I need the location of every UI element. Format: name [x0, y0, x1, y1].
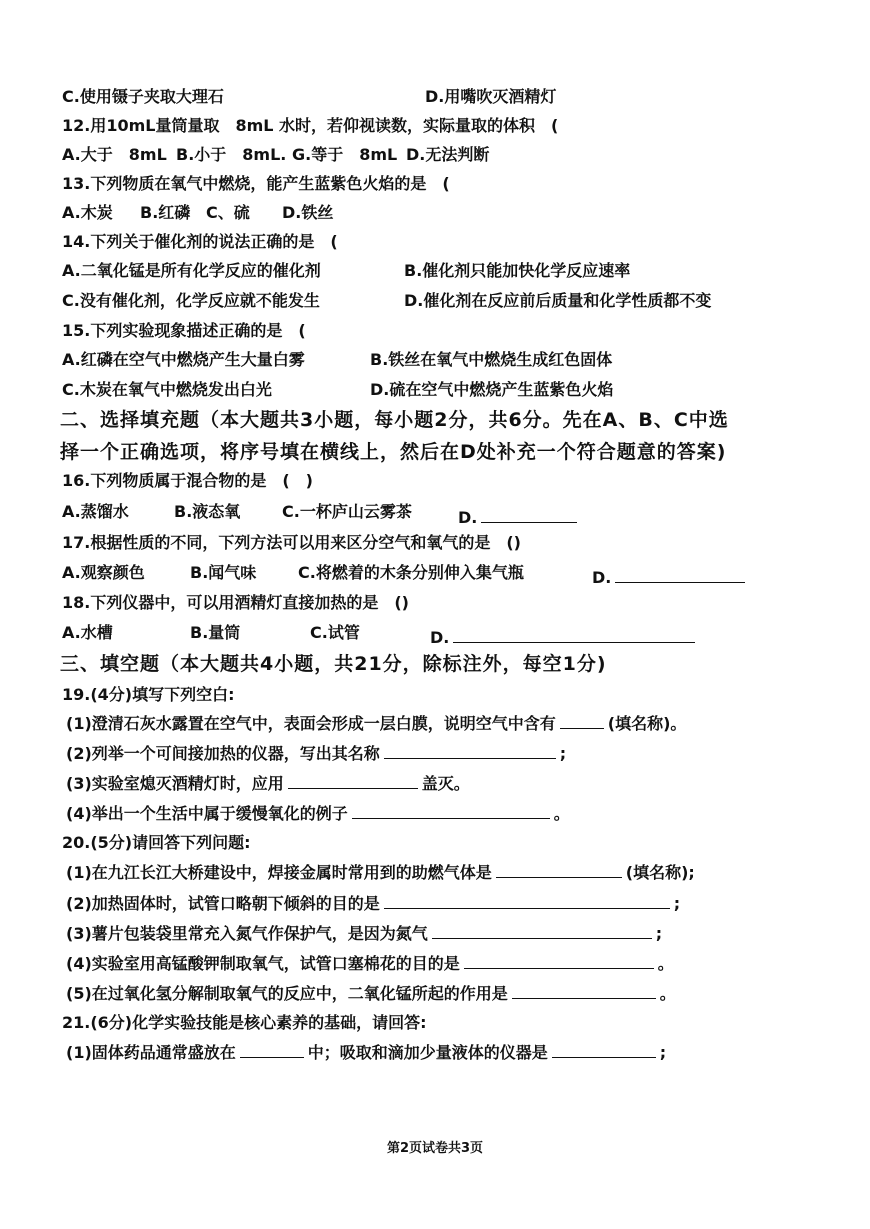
q19-blank-1[interactable]: [560, 712, 604, 729]
q12-option-d: D.无法判断: [406, 145, 490, 164]
q18-option-a: A.水槽: [62, 623, 113, 642]
q15-option-b: B.铁丝在氧气中燃烧生成红色固体: [370, 350, 613, 369]
section2-heading-line2: 择一个正确选项，将序号填在横线上，然后在D处补充一个符合题意的答案): [60, 441, 727, 463]
q11-option-d: D.用嘴吹灭酒精灯: [425, 87, 557, 106]
q19-sub1: (1)澄清石灰水露置在空气中，表面会形成一层白膜，说明空气中含有 (填名称)。: [66, 714, 687, 733]
q15-option-c: C.木炭在氧气中燃烧发出白光: [62, 380, 272, 399]
q16-stem: 16.下列物质属于混合物的是 ( ): [62, 471, 313, 490]
q17-option-c: C.将燃着的木条分别伸入集气瓶: [298, 563, 524, 582]
q19-sub4: (4)举出一个生活中属于缓慢氧化的例子 。: [66, 804, 570, 823]
q12-stem: 12.用10mL量筒量取 8mL 水时，若仰视读数，实际量取的体积 (: [62, 116, 559, 135]
q13-option-d: D.铁丝: [282, 203, 334, 222]
q12-option-b: B.小于 8mL.: [176, 145, 287, 164]
q18-option-b: B.量筒: [190, 623, 241, 642]
q11-option-c: C.使用镊子夹取大理石: [62, 87, 224, 106]
section2-heading-line1: 二、选择填充题（本大题共3小题，每小题2分，共6分。先在A、B、C中选: [60, 409, 729, 431]
q16-option-a: A.蒸馏水: [62, 502, 129, 521]
q20-sub4: (4)实验室用高锰酸钾制取氧气，试管口塞棉花的目的是 。: [66, 954, 674, 973]
q19-sub2: (2)列举一个可间接加热的仪器，写出其名称 ;: [66, 744, 567, 763]
q15-stem: 15.下列实验现象描述正确的是 (: [62, 321, 306, 340]
q12-option-c: G.等于 8mL: [292, 145, 398, 164]
q19-blank-4[interactable]: [352, 802, 550, 819]
q15-option-d: D.硫在空气中燃烧产生蓝紫色火焰: [370, 380, 614, 399]
q13-option-a: A.木炭: [62, 203, 113, 222]
q21-sub1: (1)固体药品通常盛放在 中；吸取和滴加少量液体的仪器是 ;: [66, 1043, 667, 1062]
q21-stem: 21.(6分)化学实验技能是核心素养的基础，请回答:: [62, 1013, 427, 1032]
q15-option-a: A.红磷在空气中燃烧产生大量白雾: [62, 350, 305, 369]
q20-sub2: (2)加热固体时，试管口略朝下倾斜的目的是 ;: [66, 894, 681, 913]
q20-blank-2[interactable]: [384, 892, 670, 909]
q12-option-a: A.大于 8mL: [62, 145, 167, 164]
q17-option-d: D.: [592, 566, 749, 589]
q19-blank-3[interactable]: [288, 772, 418, 789]
q14-option-b: B.催化剂只能加快化学反应速率: [404, 261, 631, 280]
q13-option-c: C、硫: [206, 203, 250, 222]
q14-stem: 14.下列关于催化剂的说法正确的是 (: [62, 232, 338, 251]
q19-stem: 19.(4分)填写下列空白:: [62, 685, 235, 704]
q13-stem: 13.下列物质在氧气中燃烧，能产生蓝紫色火焰的是 (: [62, 174, 450, 193]
q18-option-d: D.: [430, 626, 699, 649]
q14-option-a: A.二氧化锰是所有化学反应的催化剂: [62, 261, 321, 280]
q21-blank-1[interactable]: [240, 1041, 304, 1058]
q16-option-b: B.液态氧: [174, 502, 241, 521]
q20-stem: 20.(5分)请回答下列问题:: [62, 833, 251, 852]
q18-stem: 18.下列仪器中，可以用酒精灯直接加热的是 (): [62, 593, 409, 612]
q20-blank-5[interactable]: [512, 982, 656, 999]
q16-answer-blank[interactable]: [481, 506, 577, 523]
q17-stem: 17.根据性质的不同，下列方法可以用来区分空气和氧气的是 (): [62, 533, 521, 552]
q20-sub5: (5)在过氧化氢分解制取氧气的反应中，二氧化锰所起的作用是 。: [66, 984, 676, 1003]
q20-sub3: (3)薯片包装袋里常充入氮气作保护气，是因为氮气 ;: [66, 924, 663, 943]
q16-option-c: C.一杯庐山云雾茶: [282, 502, 412, 521]
q17-option-b: B.闻气味: [190, 563, 257, 582]
q20-blank-1[interactable]: [496, 861, 622, 878]
q17-option-a: A.观察颜色: [62, 563, 145, 582]
q21-blank-2[interactable]: [552, 1041, 656, 1058]
q13-option-b: B.红磷: [140, 203, 191, 222]
q19-sub3: (3)实验室熄灭酒精灯时，应用 盖灭。: [66, 774, 470, 793]
page-footer: 第2页试卷共3页: [386, 1141, 484, 1156]
q14-option-c: C.没有催化剂，化学反应就不能发生: [62, 291, 320, 310]
q19-blank-2[interactable]: [384, 742, 556, 759]
section3-heading: 三、填空题（本大题共4小题，共21分，除标注外，每空1分): [60, 653, 607, 675]
q18-option-c: C.试管: [310, 623, 360, 642]
q16-option-d: D.: [458, 506, 581, 529]
q17-answer-blank[interactable]: [615, 566, 745, 583]
q20-sub1: (1)在九江长江大桥建设中，焊接金属时常用到的助燃气体是 (填名称);: [66, 863, 695, 882]
q20-blank-4[interactable]: [464, 952, 654, 969]
q18-answer-blank[interactable]: [453, 626, 695, 643]
q20-blank-3[interactable]: [432, 922, 652, 939]
q14-option-d: D.催化剂在反应前后质量和化学性质都不变: [404, 291, 712, 310]
